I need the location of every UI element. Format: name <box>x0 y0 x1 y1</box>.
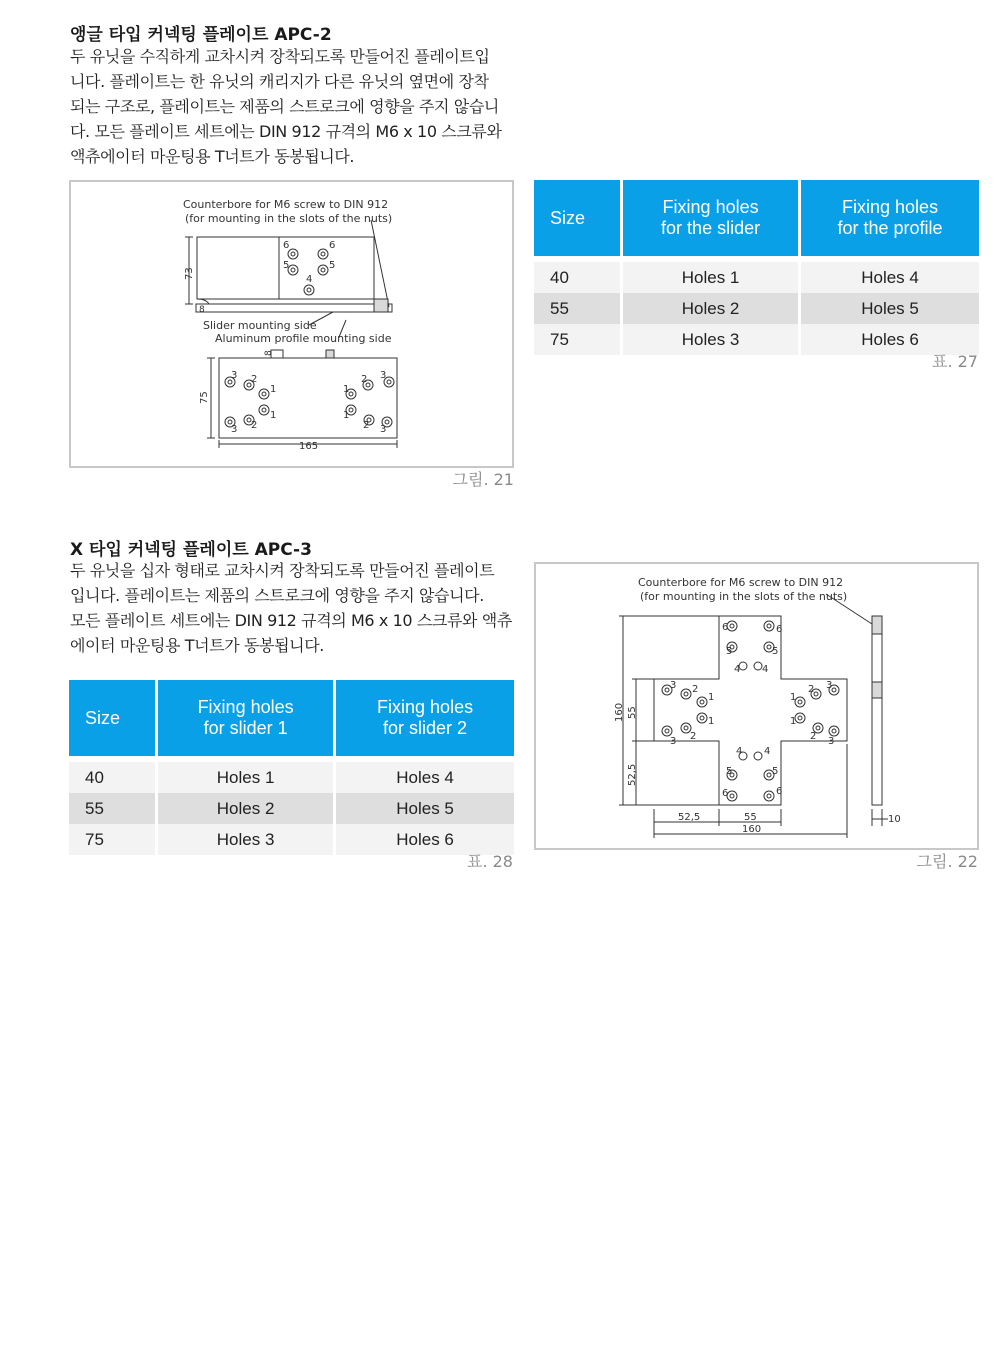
apc3-hole-label: 1 <box>790 716 797 727</box>
table-cell: 55 <box>69 793 158 824</box>
table-cell: Holes 1 <box>158 762 336 793</box>
apc3-desc-line: 두 유닛을 십자 형태로 교차시켜 장착되도록 만들어진 플레이트 <box>70 561 495 580</box>
apc3-hole-label: 4 <box>736 746 743 757</box>
apc3-drawing-frame <box>534 562 979 850</box>
apc3-hole-label: 5 <box>726 766 733 777</box>
apc2-hole-label: 5 <box>329 260 336 271</box>
apc3-technical-drawing <box>536 564 977 848</box>
apc3-desc-line: 에이터 마운팅용 T너트가 동봉됩니다. <box>70 636 324 655</box>
apc3-title: X 타입 커넥팅 플레이트 APC-3 <box>70 540 312 560</box>
apc3-hole-label: 4 <box>764 746 771 757</box>
header-line: Fixing holes <box>377 697 474 717</box>
apc2-slider-side-label: Slider mounting side <box>203 319 317 332</box>
table-27-caption: 표. 27 <box>932 352 978 371</box>
apc2-dim-75: 75 <box>199 391 210 404</box>
apc2-desc-line: 되는 구조로, 플레이트는 제품의 스트로크에 영향을 주지 않습니 <box>70 97 499 116</box>
apc3-hole-label: 1 <box>708 716 715 727</box>
apc3-hole-label: 6 <box>776 624 783 635</box>
apc3-hole-label: 3 <box>670 680 677 691</box>
apc2-hole-label: 3 <box>231 424 238 435</box>
table-header-slider-1 <box>158 680 336 756</box>
table-row <box>534 262 979 293</box>
apc3-hole-label: 2 <box>808 684 815 695</box>
header-line: for the profile <box>837 218 943 238</box>
apc3-hole-label: 4 <box>762 664 769 675</box>
apc3-hole-label: 3 <box>828 736 835 747</box>
apc2-dim-73: 73 <box>184 267 195 280</box>
header-line: Fixing holes <box>842 197 939 217</box>
apc2-hole-label: 6 <box>329 240 336 251</box>
apc3-hole-label: 1 <box>790 692 797 703</box>
apc3-dim-52-5-vertical: 52,5 <box>627 763 638 786</box>
apc3-dim-160-horizontal: 160 <box>742 824 762 835</box>
table-header-slider-2 <box>336 680 514 756</box>
apc2-technical-drawing <box>71 182 512 466</box>
apc2-note-line1: Counterbore for M6 screw to DIN 912 <box>183 198 389 211</box>
apc3-desc-line: 모든 플레이트 세트에는 DIN 912 규격의 M6 x 10 스크류와 액츄 <box>70 611 512 630</box>
apc2-hole-label: 5 <box>283 260 290 271</box>
apc2-hole-label: 1 <box>343 410 350 421</box>
apc3-hole-label: 2 <box>810 731 817 742</box>
apc3-dim-55-horizontal: 55 <box>744 812 757 823</box>
table-row <box>69 762 514 793</box>
header-line: Fixing holes <box>197 697 294 717</box>
header-line: Fixing holes <box>662 197 759 217</box>
table-cell: Holes 6 <box>336 824 514 855</box>
table-cell: Holes 3 <box>623 324 801 355</box>
apc3-hole-label: 2 <box>692 684 699 695</box>
apc3-hole-label: 3 <box>826 680 833 691</box>
apc2-drawing-frame <box>69 180 514 468</box>
apc2-desc-line: 니다. 플레이트는 한 유닛의 캐리지가 다른 유닛의 옆면에 장착 <box>70 72 489 91</box>
table-cell: 40 <box>534 262 623 293</box>
table-cell: 75 <box>534 324 623 355</box>
apc3-hole-label: 6 <box>776 786 783 797</box>
apc2-hole-label: 4 <box>306 274 313 285</box>
apc3-description <box>70 558 520 658</box>
figure-21-caption: 그림. 21 <box>452 470 514 489</box>
apc2-desc-line: 다. 모든 플레이트 세트에는 DIN 912 규격의 M6 x 10 스크류와 <box>70 122 502 141</box>
table-cell: Holes 4 <box>801 262 979 293</box>
figure-22-caption: 그림. 22 <box>916 852 978 871</box>
apc3-dim-10: 10 <box>888 814 901 825</box>
apc2-dim-8-top: 8 <box>199 305 205 315</box>
table-header-size: Size <box>534 180 623 256</box>
table-cell: 55 <box>534 293 623 324</box>
table-cell: Holes 4 <box>336 762 514 793</box>
apc2-hole-label: 3 <box>380 370 387 381</box>
apc3-hole-label: 1 <box>708 692 715 703</box>
header-line: for the slider <box>661 218 761 238</box>
table-cell: Holes 1 <box>623 262 801 293</box>
apc2-desc-line: 액츄에이터 마운팅용 T너트가 동봉됩니다. <box>70 147 355 166</box>
apc2-hole-label: 2 <box>251 374 258 385</box>
apc2-hole-label: 3 <box>231 370 238 381</box>
apc2-top-holes <box>288 249 328 295</box>
apc2-title: 앵글 타입 커넥팅 플레이트 APC-2 <box>70 25 332 45</box>
apc3-hole-label: 3 <box>670 736 677 747</box>
apc3-hole-label: 6 <box>722 788 729 799</box>
apc3-hole-label: 4 <box>734 664 741 675</box>
header-line: for slider 1 <box>203 718 288 738</box>
apc3-dim-52-5-horizontal: 52,5 <box>678 812 701 823</box>
apc3-note-line2: (for mounting in the slots of the nuts) <box>640 590 848 603</box>
table-cell: 75 <box>69 824 158 855</box>
table-row <box>69 793 514 824</box>
table-cell: Holes 3 <box>158 824 336 855</box>
table-28-caption: 표. 28 <box>467 852 513 871</box>
table-cell: Holes 5 <box>336 793 514 824</box>
apc3-dim-160-vertical: 160 <box>614 702 625 722</box>
apc3-holes-table <box>69 680 514 855</box>
table-header-profile <box>801 180 979 256</box>
apc3-desc-line: 입니다. 플레이트는 제품의 스트로크에 영향을 주지 않습니다. <box>70 586 484 605</box>
apc2-hole-label: 3 <box>380 424 387 435</box>
apc3-hole-label: 5 <box>772 766 779 777</box>
apc3-holes <box>662 621 839 801</box>
apc3-hole-label: 6 <box>722 622 729 633</box>
table-cell: Holes 5 <box>801 293 979 324</box>
apc2-profile-side-label: Aluminum profile mounting side <box>215 332 392 345</box>
apc2-hole-label: 6 <box>283 240 290 251</box>
apc3-hole-label: 5 <box>726 646 733 657</box>
apc2-hole-label: 2 <box>363 420 370 431</box>
apc2-dim-165: 165 <box>299 441 319 452</box>
apc2-hole-label: 2 <box>251 420 258 431</box>
apc3-hole-label: 2 <box>690 731 697 742</box>
table-header-size: Size <box>69 680 158 756</box>
apc2-dim-8-bottom: 8 <box>264 350 274 356</box>
apc2-desc-line: 두 유닛을 수직하게 교차시켜 장착되도록 만들어진 플레이트입 <box>70 47 490 66</box>
apc2-note-line2: (for mounting in the slots of the nuts) <box>185 212 393 225</box>
apc2-hole-label: 2 <box>361 374 368 385</box>
apc2-hole-label: 1 <box>343 384 350 395</box>
table-cell: Holes 6 <box>801 324 979 355</box>
apc3-hole-label: 5 <box>772 646 779 657</box>
table-row <box>534 293 979 324</box>
apc2-description <box>70 44 520 169</box>
apc3-dim-55-vertical: 55 <box>627 706 638 719</box>
table-cell: Holes 2 <box>158 793 336 824</box>
header-line: for slider 2 <box>383 718 468 738</box>
apc3-note-line1: Counterbore for M6 screw to DIN 912 <box>638 576 844 589</box>
apc2-hole-label: 1 <box>270 384 277 395</box>
apc2-holes-table <box>534 180 979 355</box>
table-header-slider <box>623 180 801 256</box>
apc2-hole-label: 1 <box>270 410 277 421</box>
table-cell: 40 <box>69 762 158 793</box>
table-cell: Holes 2 <box>623 293 801 324</box>
